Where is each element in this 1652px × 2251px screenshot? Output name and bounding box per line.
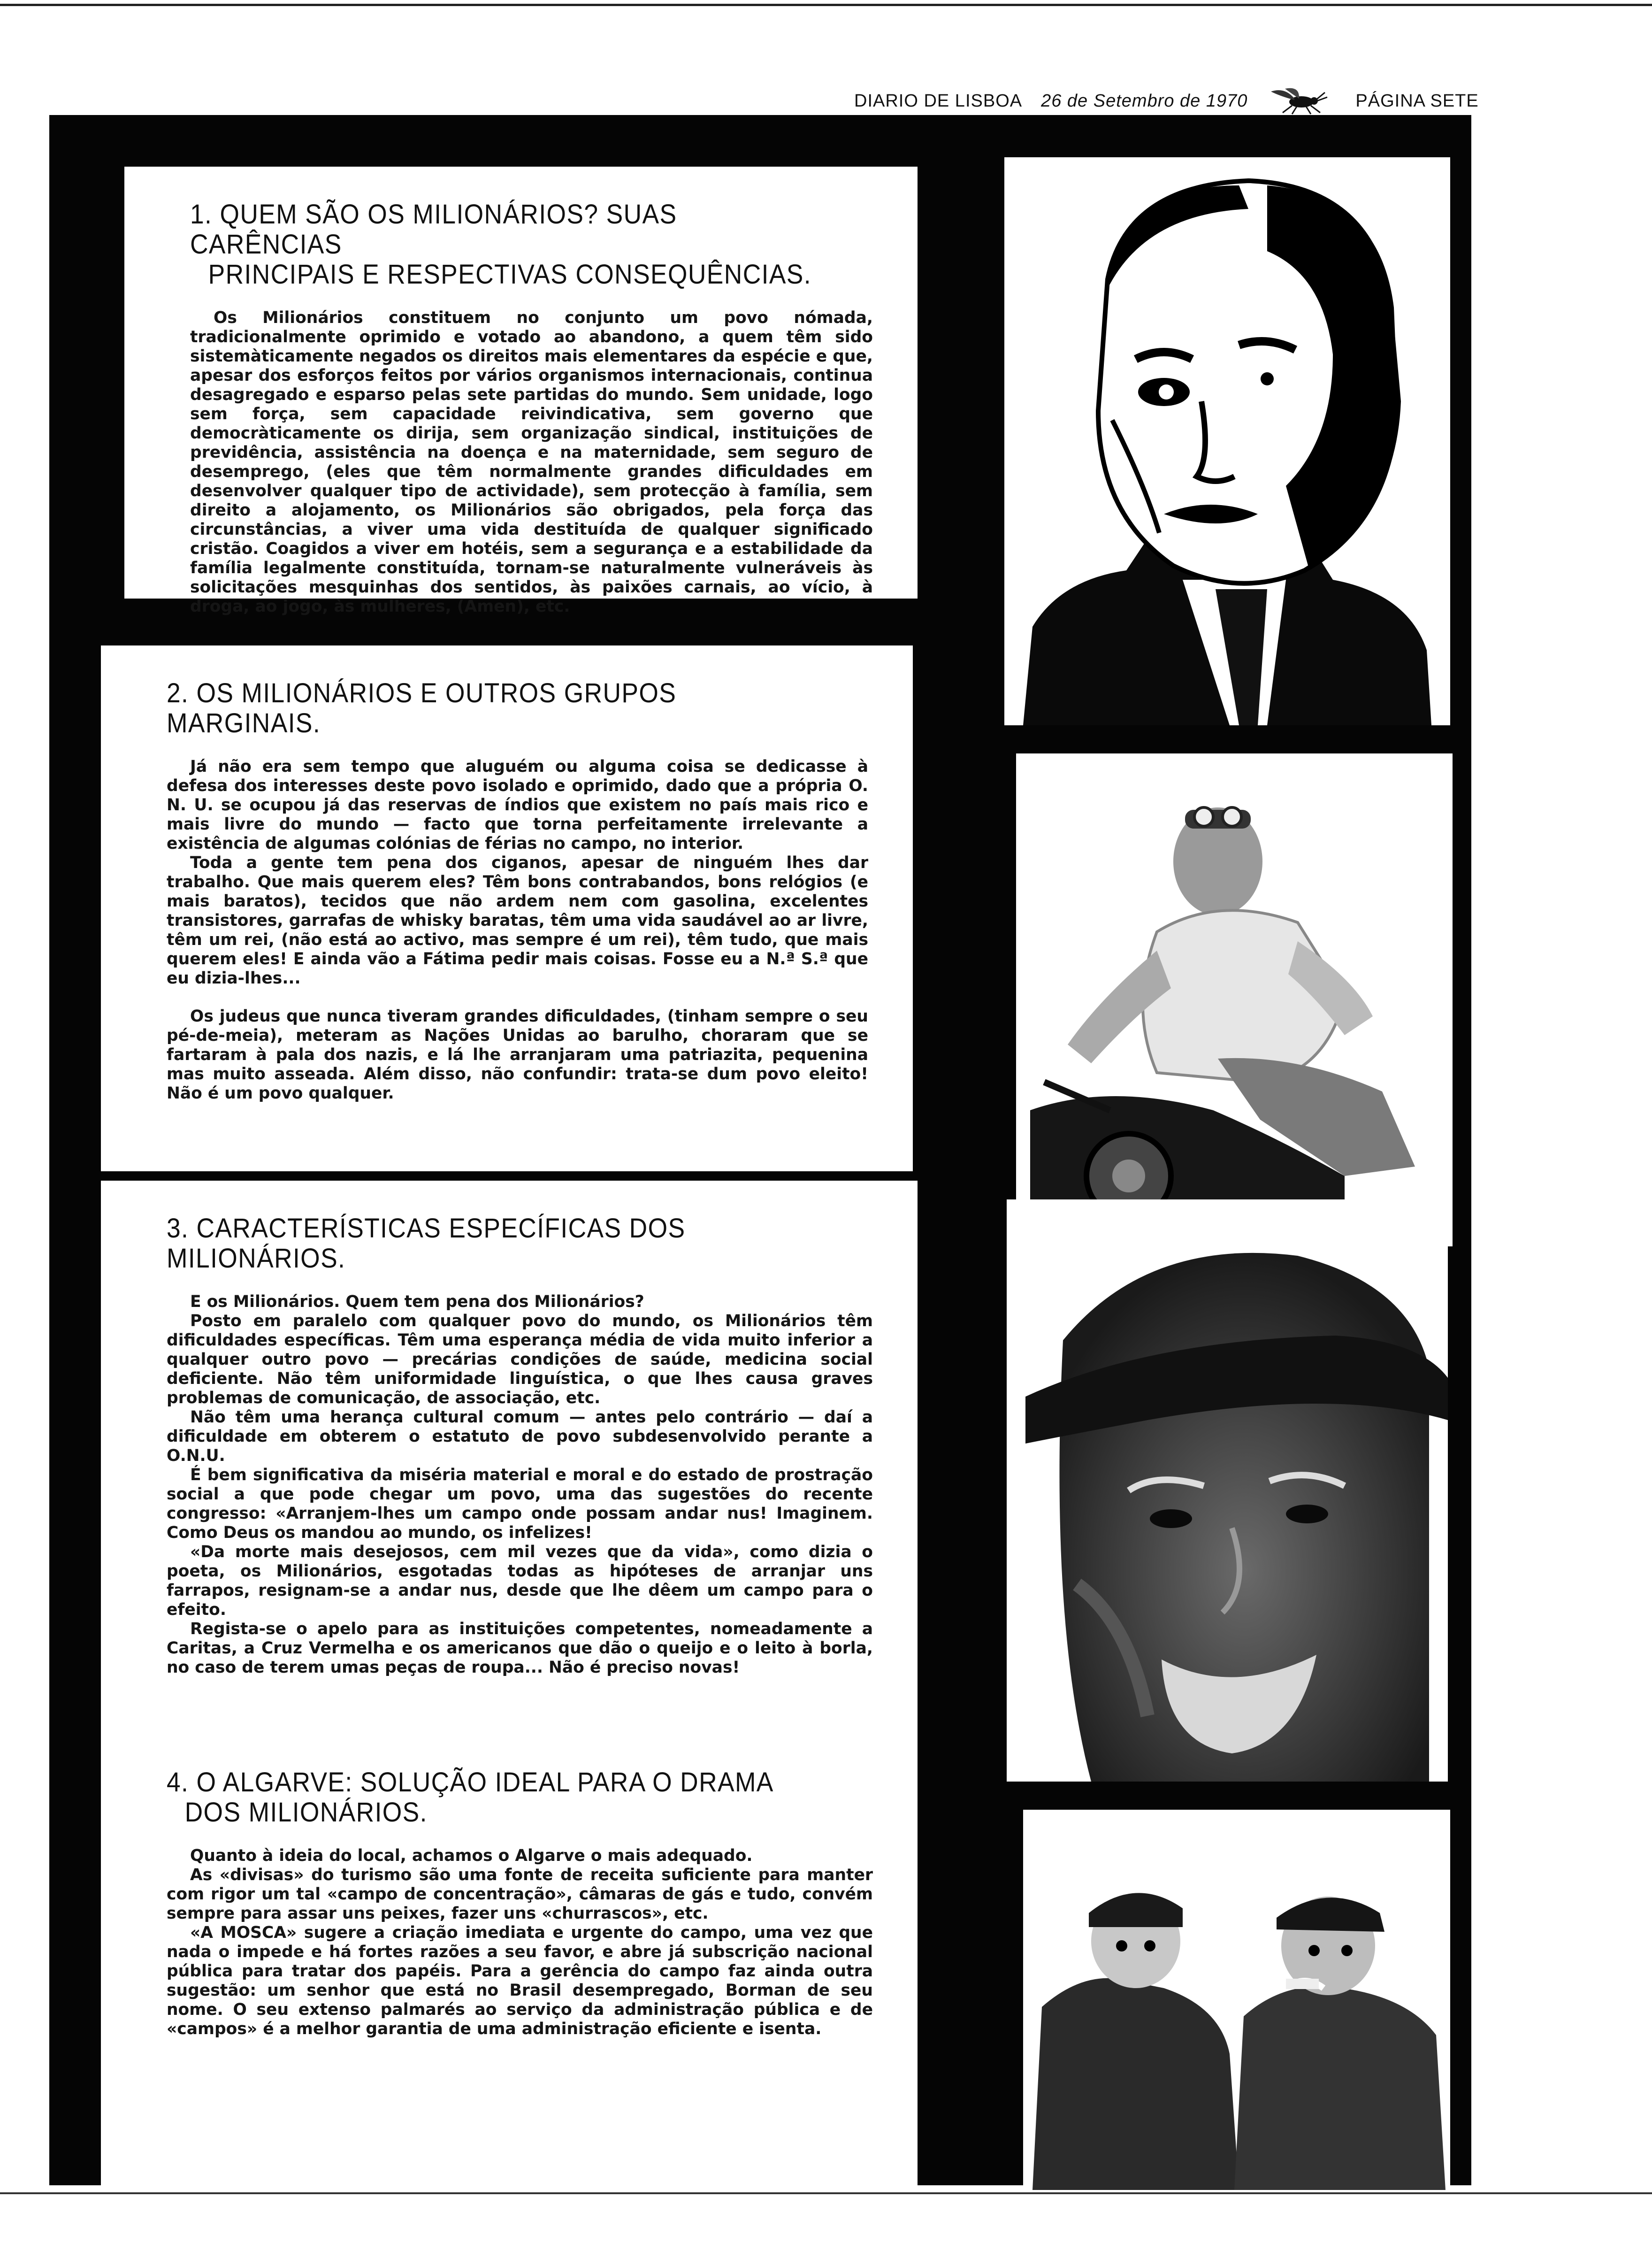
section-3-paragraph-6: Regista-se o apelo para as instituições competentes, nomeadamente a Caritas, a Cruz Vermelha e os americanos que dão o queijo e o leito à borla, no caso de terem umas peças de roupa... Não é preciso novas! [167, 1620, 873, 1677]
section-3-title: 3. CARACTERÍSTICAS ESPECÍFICAS DOS MILIONÁRIOS. [167, 1213, 686, 1274]
fly-icon [1266, 87, 1337, 115]
photo-man-on-motorcycle [1016, 753, 1453, 1246]
section-2-paragraph-1: Já não era sem tempo que aluguém ou alguma coisa se dedicasse à defesa dos interesses deste povo isolado e oprimido, dado que a própria O. N. U. se ocupou já das reservas de índios que existem no país mais rico e mais livre do mundo — facto que torna perfeitamente irrelevante a existência de algumas colónias de férias no campo, no interior. [167, 757, 868, 853]
section-1-title [190, 200, 818, 290]
section-3-paragraph-4: É bem significativa da miséria material e moral e do estado de prostração social a que pode chegar um povo, uma das sugestões do recente congresso: «Arranjem-lhes um campo onde possam andar nus! Imaginem. Como Deus os mandou ao mundo, os infelizes! [167, 1466, 873, 1542]
section-3-paragraph-3: Não têm uma herança cultural comum — antes pelo contrário — daí a dificuldade em obterem o estatuto de povo subdesenvolvido perante a O.N.U. [167, 1408, 873, 1465]
section-3-paragraph-2: Posto em paralelo com qualquer povo do mundo, os Milionários têm dificuldades específicas. Têm uma esperança média de vida muito inferior a qualquer outro povo — precárias condições de saúde, medicina social deficiente. Não têm uniformidade linguística, o que lhes causa graves problemas de comunicação, de associação, etc. [167, 1312, 873, 1407]
section-4 [101, 1688, 918, 2251]
section-4-title-line1: 4. O ALGARVE: SOLUÇÃO IDEAL PARA O DRAMA [167, 1767, 774, 1798]
bottom-rule [0, 2192, 1652, 2194]
section-3-paragraph-5: «Da morte mais desejosos, cem mil vezes que da vida», como dizia o poeta, os Milionários, esgotadas todas as hipóteses de arranjar uns farrapos, resignam-se a andar nus, desde que lhe dêem um campo para o efeito. [167, 1543, 873, 1619]
section-4-paragraph-3: «A MOSCA» sugere a criação imediata e urgente do campo, uma vez que nada o impede e há fortes razões a seu favor, e abre já subscrição nacional pública para tratar dos papéis. Para a gerência do campo faz ainda outra sugestão: um senhor que está no Brasil desempregado, Borman de seu nome. O seu extenso palmarés ao serviço da administração pública e de «campos» é a melhor garantia de uma administração eficiente e isenta. [167, 1923, 873, 2038]
section-4-paragraph-2: As «divisas» do turismo são uma fonte de receita suficiente para manter com rigor um tal «campo de concentração», câmaras de gás e tudo, convém sempre para assar uns peixes, fazer uns «churrascos», etc. [167, 1866, 873, 1923]
newspaper-name: DIARIO DE LISBOA [854, 91, 1023, 111]
section-3 [101, 1181, 918, 1711]
black-board [49, 115, 1471, 2185]
section-3-paragraph-1: E os Milionários. Quem tem pena dos Milionários? [190, 1292, 644, 1311]
section-1-paragraph-1: Os Milionários constituem no conjunto um povo nómada, tradicionalmente oprimido e votado ao abandono, a quem têm sido sistemàticamente negados os direitos mais elementares da espécie e que, apesar dos esforços feitos por vários organismos internacionais, continua desagregado e esparso pelas sete partidas do mundo. Sem unidade, logo sem força, sem capacidade reivindicativa, sem governo que democràticamente os dirija, sem organização sindical, instituições de previdência, assistência na doença e na maternidade, sem seguro de desemprego, (eles que têm normalmente grandes dificuldades em desenvolver qualquer tipo de actividade), sem protecção à família, sem direito a alojamento, os Milionários são obrigados, pela força das circunstâncias, a viver uma vida destituída de qualquer significado cristão. Coagidos a viver em hotéis, sem a segurança e a estabilidade da família legalmente constituída, tornam-se naturalmente vulneráveis às solicitações mesquinhas dos sentidos, às paixões carnais, ao vício, à droga, ao jogo, às mulheres, (Amen), etc. [190, 308, 873, 616]
top-rule [0, 4, 1652, 6]
portrait-man-illustration [1004, 157, 1450, 725]
section-2 [101, 645, 913, 1171]
page-header [854, 87, 1511, 115]
photo-two-men-in-caps [1023, 1810, 1450, 2190]
section-1-title-line2: PRINCIPAIS E RESPECTIVAS CONSEQUÊNCIAS. [208, 259, 811, 290]
section-2-paragraph-2: Toda a gente tem pena dos ciganos, apesar de ninguém lhes dar trabalho. Que mais querem eles? Têm bons contrabandos, bons relógios (e mais baratos), tecidos que não ardem nem com gasolina, excelentes transistores, garrafas de whisky baratas, têm uma vida saudável ao ar livre, têm um rei, (não está ao activo, mas sempre é um rei), têm tudo, que mais querem eles! E ainda vão a Fátima pedir mais coisas. Fosse eu a N.ª S.ª que eu dizia-lhes... [167, 853, 868, 988]
section-4-title [167, 1767, 817, 1828]
section-4-title-line2: DOS MILIONÁRIOS. [184, 1797, 428, 1828]
page-number: PÁGINA SETE [1355, 91, 1479, 111]
section-2-title: 2. OS MILIONÁRIOS E OUTROS GRUPOS MARGINAIS. [167, 678, 677, 738]
section-1-title-line1: 1. QUEM SÃO OS MILIONÁRIOS? SUAS CARÊNCIAS [190, 199, 677, 260]
section-4-paragraph-1: Quanto à ideia do local, achamos o Algarve o mais adequado. [190, 1846, 753, 1865]
issue-date: 26 de Setembro de 1970 [1041, 91, 1248, 111]
section-1 [124, 167, 918, 616]
photo-old-man-with-cap [1007, 1199, 1448, 1782]
section-2-paragraph-3: Os judeus que nunca tiveram grandes dificuldades, (tinham sempre o seu pé-de-meia), meteram as Nações Unidas ao barulho, choraram que se fartaram à pala dos nazis, e lá lhe arranjaram uma patriazita, pequenina mas muito asseada. Além disso, não confundir: trata-se dum povo eleito! Não é um povo qualquer. [167, 1007, 868, 1103]
